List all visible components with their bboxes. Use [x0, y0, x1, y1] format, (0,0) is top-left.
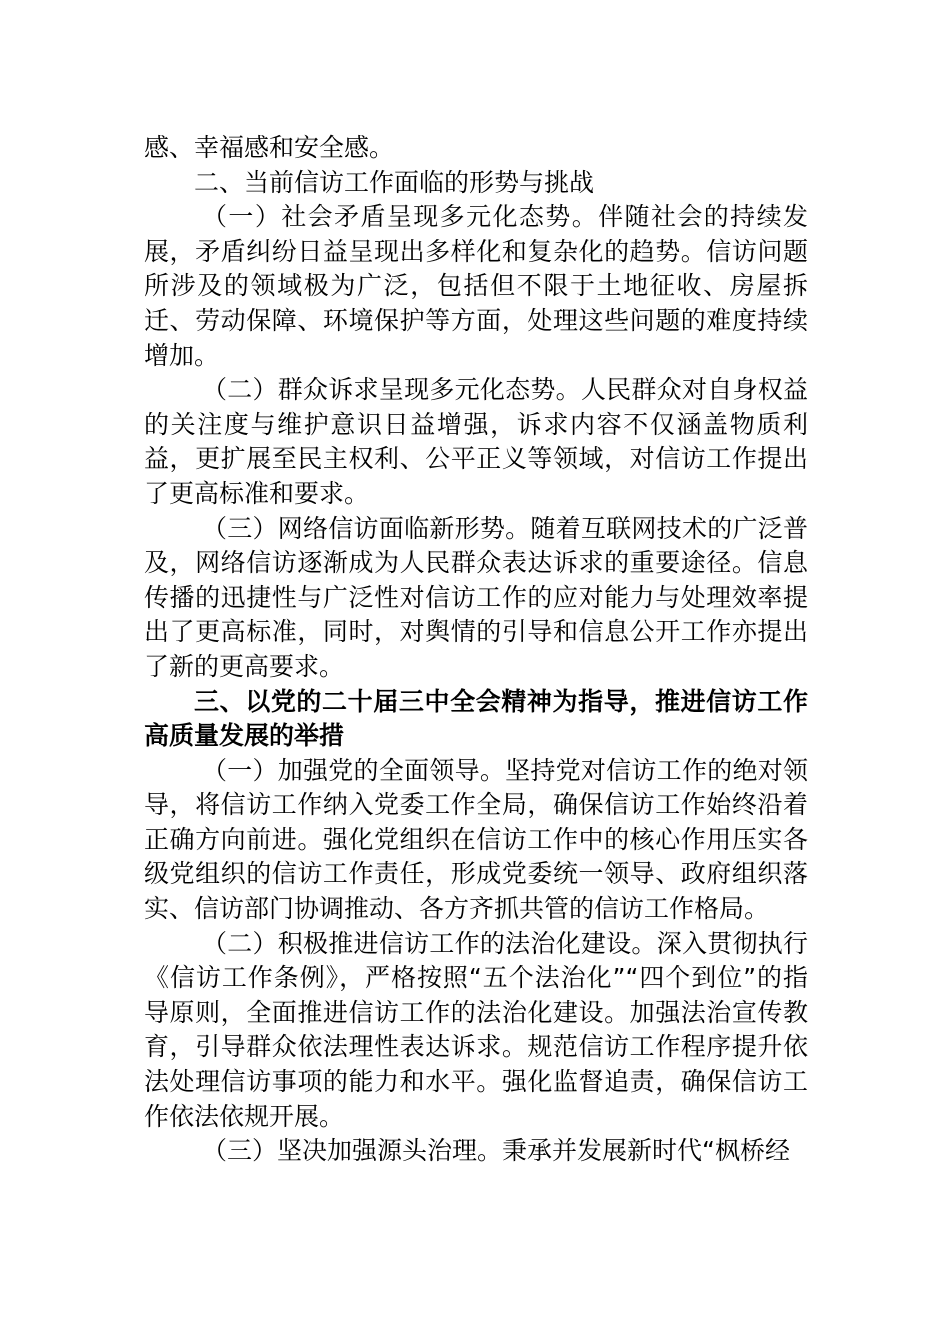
paragraph-source-governance: （三）坚决加强源头治理。秉承并发展新时代“枫桥经 [202, 1136, 790, 1166]
paragraph-public-demands: （二）群众诉求呈现多元化态势。人民群众对自身权益的关注度与维护意识日益增强，诉求内容不仅涵盖物质利益，更扩展至民主权利、公平正义等领域，对信访工作提出了更高标准和要求。 [144, 375, 808, 508]
section-heading-2: 二、当前信访工作面临的形势与挑战 [194, 167, 595, 197]
paragraph-online-petition: （三）网络信访面临新形势。随着互联网技术的广泛普及，网络信访逐渐成为人民群众表达诉求的重要途径。信息传播的迅捷性与广泛性对信访工作的应对能力与处理效率提出了更高标准，同时，对舆情的引导和信息公开工作亦提出了新的更高要求。 [144, 513, 808, 681]
paragraph-party-leadership: （一）加强党的全面领导。坚持党对信访工作的绝对领导，将信访工作纳入党委工作全局，确保信访工作始终沿着正确方向前进。强化党组织在信访工作中的核心作用压实各级党组织的信访工作责任，形成党委统一领导、政府组织落实、信访部门协调推动、各方齐抓共管的信访工作格局。 [144, 755, 808, 924]
section-heading-3: 三、以党的二十届三中全会精神为指导，推进信访工作高质量发展的举措 [144, 686, 808, 751]
document-body [144, 131, 808, 1169]
paragraph-continuation: 感、幸福感和安全感。 [144, 133, 395, 162]
paragraph-social-conflict: （一）社会矛盾呈现多元化态势。伴随社会的持续发展，矛盾纠纷日益呈现出多样化和复杂化的趋势。信访问题所涉及的领域极为广泛，包括但不限于土地征收、房屋拆迁、劳动保障、环境保护等方面，处理这些问题的难度持续增加。 [144, 202, 808, 370]
paragraph-rule-of-law: （二）积极推进信访工作的法治化建设。深入贯彻执行《信访工作条例》，严格按照“五个法治化”“四个到位”的指导原则，全面推进信访工作的法治化建设。加强法治宣传教育，引导群众依法理性表达诉求。规范信访工作程序提升依法处理信访事项的能力和水平。强化监督追责，确保信访工作依法依规开展。 [144, 928, 808, 1131]
